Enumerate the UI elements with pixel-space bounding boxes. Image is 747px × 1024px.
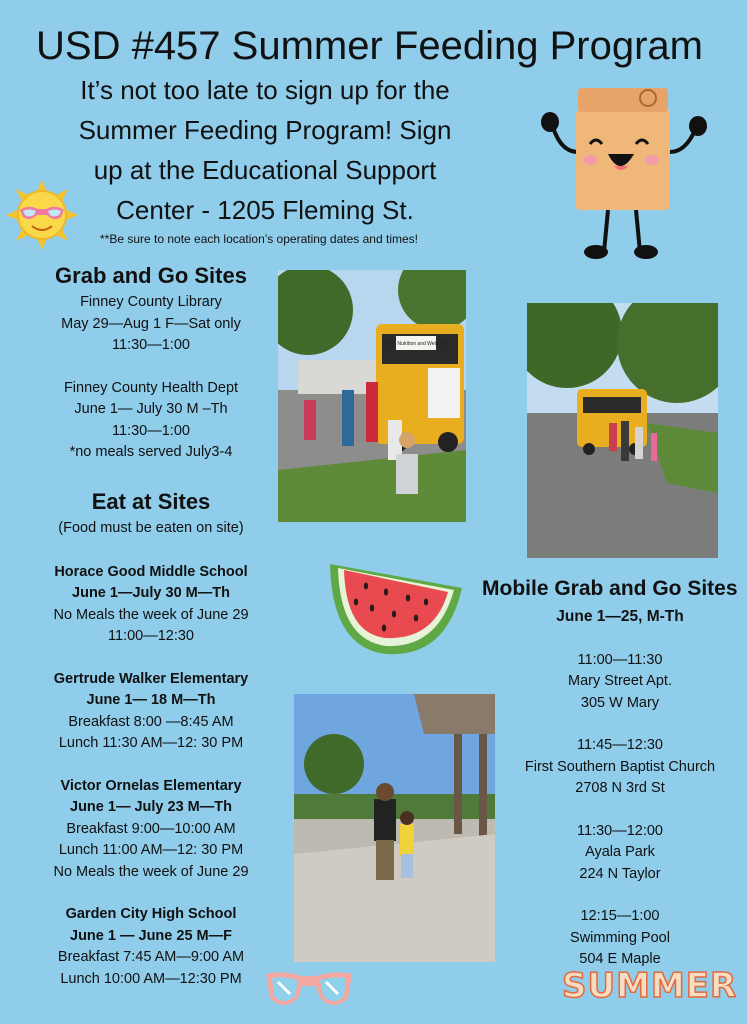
summer-word-art: SUMMER xyxy=(562,966,738,1006)
bus-sign-text: Child Nutrition and Wellness xyxy=(384,341,448,347)
mobile-heading-wrap xyxy=(482,575,747,603)
intro-text: It’s not too late to sign up for the Summer Feeding Program! Sign up at the Educational Support Center - 1205 Fleming St. xyxy=(78,75,452,225)
mobile-stop-mary-street: 11:00—11:30 Mary Street Apt. 305 W Mary xyxy=(568,651,672,711)
eat-at-sites-section xyxy=(30,488,272,990)
eat-site-garden-city-high: Garden City High School June 1 — June 25 M—F Breakfast 7:45 AM—9:00 AM Lunch 10:00 AM—12:30 PM xyxy=(57,906,245,987)
photo-bus-street xyxy=(527,303,718,558)
eat-at-subheading: (Food must be eaten on site) xyxy=(58,520,244,536)
paper-bag-mascot-icon xyxy=(538,82,708,262)
dates-note: **Be sure to note each location’s operating dates and times! xyxy=(100,232,418,246)
eat-site-gertrude-walker: Gertrude Walker Elementary June 1— 18 M—Th Breakfast 8:00 —8:45 AM Lunch 11:30 AM—12: 30 PM xyxy=(53,670,249,751)
mobile-section xyxy=(500,606,740,971)
mobile-stop-baptist-church: 11:45—12:30 First Southern Baptist Church 2708 N 3rd St xyxy=(524,737,716,796)
eat-at-sites-heading: Eat at Sites xyxy=(91,489,211,514)
grab-go-site-health-dept: Finney County Health Dept June 1— July 30 M –Th 11:30—1:00 *no meals served July3-4 xyxy=(63,379,239,460)
eat-site-victor-ornelas: Victor Ornelas Elementary June 1— July 23 M—Th Breakfast 9:00—10:00 AM Lunch 11:00 AM—12: 30 PM No Meals the week of June 29 xyxy=(53,777,249,880)
watermelon-icon xyxy=(326,558,466,658)
mobile-dates: June 1—25, M-Th xyxy=(556,608,684,625)
grab-and-go-heading: Grab and Go Sites xyxy=(55,263,247,288)
grab-go-site-library: Finney County Library May 29—Aug 1 F—Sat only 11:30—1:00 xyxy=(61,294,241,353)
mobile-heading: Mobile Grab and Go Sites xyxy=(482,577,738,600)
grab-and-go-section xyxy=(30,262,272,464)
sun-sunglasses-icon xyxy=(6,180,78,250)
mobile-stop-swimming-pool: 12:15—1:00 Swimming Pool 504 E Maple xyxy=(570,908,670,967)
photo-bus-kids xyxy=(278,270,466,522)
sunglasses-icon xyxy=(262,966,356,1016)
photo-pavilion-family xyxy=(294,694,495,962)
eat-site-horace-good: Horace Good Middle School June 1—July 30 M—Th No Meals the week of June 29 11:00—12:30 xyxy=(53,563,249,644)
page-title: USD #457 Summer Feeding Program xyxy=(36,24,703,68)
mobile-stop-ayala-park: 11:30—12:00 Ayala Park 224 N Taylor xyxy=(577,822,663,882)
